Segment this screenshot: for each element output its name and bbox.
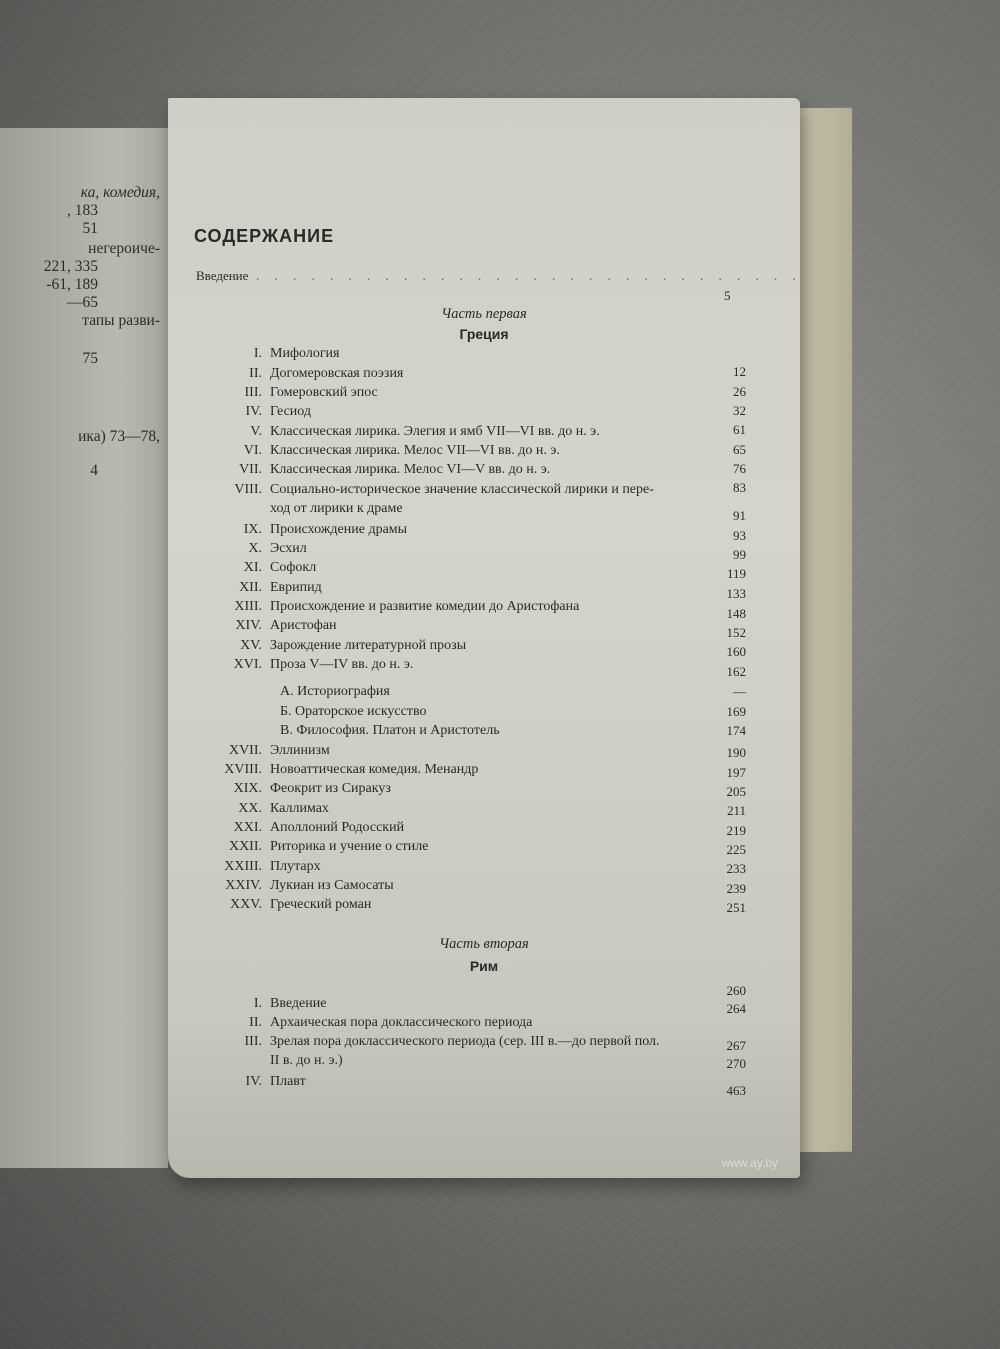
chapter-number: VII. xyxy=(239,462,262,477)
page-number: 119 xyxy=(726,566,746,581)
page-number: 260 xyxy=(726,983,746,998)
toc-chapter-row xyxy=(168,424,800,444)
left-page-line: негероиче- xyxy=(88,240,160,257)
chapter-title: Догомеровская поэзия xyxy=(270,366,404,381)
dot-leader: . . . . . . . . . . . . . . . . . . . . . . . . . . . . . . xyxy=(256,268,802,283)
chapter-title: Классическая лирика. Элегия и ямб VII—VI вв. до н. э. xyxy=(270,424,600,439)
toc-chapter-row xyxy=(168,462,800,482)
chapter-number: XIII. xyxy=(234,599,262,614)
toc-intro-row xyxy=(196,268,802,284)
chapter-title: Классическая лирика. Мелос VII—VI вв. до н. э. xyxy=(270,443,560,458)
chapter-number: X. xyxy=(248,541,262,556)
page-number: 152 xyxy=(726,625,746,640)
chapter-title: Еврипид xyxy=(270,580,322,595)
chapter-title: Феокрит из Сиракуз xyxy=(270,781,391,796)
page-number: 233 xyxy=(726,861,746,876)
left-page-line: -61, 189 xyxy=(46,276,98,293)
chapter-title: Проза V—IV вв. до н. э. xyxy=(270,657,414,672)
chapter-title-continuation: II в. до н. э.) xyxy=(270,1053,343,1068)
chapter-number: IV. xyxy=(245,404,262,419)
left-page-line: 4 xyxy=(90,462,98,479)
chapter-number: XXIV. xyxy=(225,878,262,893)
chapter-title: Плавт xyxy=(270,1074,306,1089)
chapter-title: Происхождение драмы xyxy=(270,522,408,537)
page-number: 65 xyxy=(733,442,746,457)
page-number: 148 xyxy=(726,606,746,621)
left-page-line: 75 xyxy=(82,350,98,367)
left-page-line: 51 xyxy=(82,220,98,237)
toc-chapter-row xyxy=(168,346,800,366)
page-number: 76 xyxy=(733,461,746,476)
chapter-number: XII. xyxy=(239,580,262,595)
toc-heading: СОДЕРЖАНИЕ xyxy=(194,226,335,246)
chapter-title: Лукиан из Самосаты xyxy=(270,878,394,893)
chapter-number: I. xyxy=(253,996,262,1011)
page-number: 225 xyxy=(726,842,746,857)
chapter-number: III. xyxy=(244,385,262,400)
chapter-title: Гомеровский эпос xyxy=(270,385,378,400)
page-number: 264 xyxy=(726,1001,746,1016)
chapter-title: Аристофан xyxy=(270,618,337,633)
chapter-title: Аполлоний Родосский xyxy=(270,820,405,835)
chapter-number: IV. xyxy=(245,1074,262,1089)
chapter-title: Классическая лирика. Мелос VI—V вв. до н. э. xyxy=(270,462,551,477)
toc-chapter-row xyxy=(168,1015,800,1035)
chapter-number: XXII. xyxy=(228,839,262,854)
page-number: 61 xyxy=(733,422,746,437)
page-number: 83 xyxy=(733,480,746,495)
chapter-number: XX. xyxy=(238,801,262,816)
chapter-number: XXV. xyxy=(229,897,262,912)
left-page-line: , 183 xyxy=(67,202,98,219)
chapter-number: XVI. xyxy=(233,657,262,672)
chapter-number: IX. xyxy=(243,522,262,537)
page-number: 160 xyxy=(726,644,746,659)
chapter-title: Социально-историческое значение классической лирики и пере- xyxy=(270,482,654,497)
page-number: 12 xyxy=(733,364,746,379)
subsection-title: А. Историография xyxy=(280,684,390,699)
page-number: 251 xyxy=(726,900,746,915)
chapter-number: XI. xyxy=(243,560,262,575)
chapter-title: Архаическая пора доклассического периода xyxy=(270,1015,533,1030)
part1-name: Греция xyxy=(459,326,509,342)
toc-chapter-row xyxy=(168,443,800,463)
chapter-number: III. xyxy=(244,1034,262,1049)
part2-title: Часть вторая xyxy=(439,936,529,952)
chapter-number: XIX. xyxy=(233,781,262,796)
page-number: 169 xyxy=(726,704,746,719)
page-number: — xyxy=(733,684,746,699)
left-page-line: ка, комедия, xyxy=(80,184,160,201)
contents-page xyxy=(168,98,800,1178)
page-number: 239 xyxy=(726,881,746,896)
page-number: 190 xyxy=(726,745,746,760)
chapter-number: XIV. xyxy=(235,618,262,633)
chapter-title: Зарождение литературной прозы xyxy=(270,638,467,653)
chapter-title: Эллинизм xyxy=(270,743,330,758)
page-number: 211 xyxy=(726,803,746,818)
subsection-title: В. Философия. Платон и Аристотель xyxy=(280,723,500,738)
page-number: 174 xyxy=(726,723,746,738)
page-number: 26 xyxy=(733,384,746,399)
left-page-line: 221, 335 xyxy=(43,258,98,275)
chapter-title: Зрелая пора доклассического периода (сер. III в.—до первой пол. xyxy=(270,1034,660,1049)
page-number: 99 xyxy=(733,547,746,562)
chapter-title: Гесиод xyxy=(270,404,312,419)
page-number: 32 xyxy=(733,403,746,418)
chapter-number: II. xyxy=(249,366,262,381)
chapter-title: Риторика и учение о стиле xyxy=(270,839,429,854)
chapter-title: Греческий роман xyxy=(270,897,372,912)
subsection-title: Б. Ораторское искусство xyxy=(280,704,427,719)
page-number: 270 xyxy=(726,1056,746,1071)
chapter-number: XV. xyxy=(240,638,262,653)
chapter-number: II. xyxy=(249,1015,262,1030)
chapter-number: VIII. xyxy=(234,482,262,497)
page-number: 267 xyxy=(726,1038,746,1053)
chapter-title: Софокл xyxy=(270,560,317,575)
page-number: 197 xyxy=(726,765,746,780)
left-page-line: тапы разви- xyxy=(82,312,160,329)
chapter-number: XVII. xyxy=(228,743,262,758)
toc-chapter-row xyxy=(168,366,800,386)
toc-intro-title: Введение xyxy=(196,268,249,283)
part2-name: Рим xyxy=(469,958,499,974)
chapter-number: XXI. xyxy=(233,820,262,835)
page-number: 219 xyxy=(726,823,746,838)
chapter-number: VI. xyxy=(243,443,262,458)
table-of-contents xyxy=(168,98,800,1178)
watermark: www.ay.by xyxy=(721,1156,778,1170)
chapter-title: Происхождение и развитие комедии до Аристофана xyxy=(270,599,580,614)
page-number: 133 xyxy=(726,586,746,601)
toc-chapter-row xyxy=(168,385,800,405)
left-page-line: —65 xyxy=(67,294,98,311)
left-book-page xyxy=(0,128,168,1168)
page-number: 463 xyxy=(726,1083,746,1098)
left-page-line: ика) 73—78, xyxy=(78,428,160,445)
toc-chapter-row xyxy=(168,404,800,424)
toc-chapter-row xyxy=(168,482,800,502)
page-number: 162 xyxy=(726,664,746,679)
toc-intro-page: 5 xyxy=(724,288,731,303)
page-number: 205 xyxy=(726,784,746,799)
chapter-title: Новоаттическая комедия. Менандр xyxy=(270,762,479,777)
chapter-title: Каллимах xyxy=(270,801,329,816)
chapter-title: Эсхил xyxy=(270,541,307,556)
page-number: 91 xyxy=(733,508,746,523)
chapter-title: Введение xyxy=(270,996,327,1011)
chapter-number: XXIII. xyxy=(224,859,262,874)
chapter-number: I. xyxy=(253,346,262,361)
part1-title: Часть первая xyxy=(441,306,527,322)
page-number: 93 xyxy=(733,528,746,543)
chapter-title: Плутарх xyxy=(270,859,321,874)
chapter-number: V. xyxy=(250,424,262,439)
chapter-title-continuation: ход от лирики к драме xyxy=(270,501,403,516)
chapter-number: XVIII. xyxy=(224,762,262,777)
chapter-title: Мифология xyxy=(270,346,340,361)
